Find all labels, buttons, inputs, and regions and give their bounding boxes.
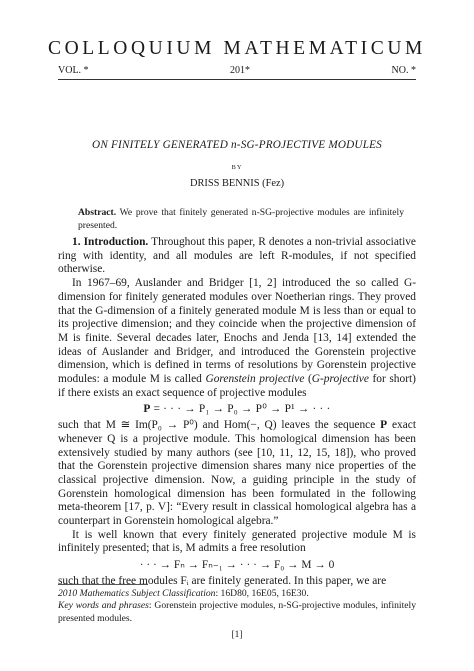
term-gorenstein-projective: Gorenstein projective: [205, 373, 305, 386]
journal-name: COLLOQUIUM MATHEMATICUM: [47, 38, 426, 59]
paragraph-2-bold-p: P: [380, 419, 388, 432]
display-1-bold: P: [143, 403, 151, 416]
page-number: [1]: [231, 630, 243, 640]
volume-line: [58, 65, 416, 76]
section-heading: 1. Introduction.: [72, 236, 149, 248]
footnote-msc-label: 2010 Mathematics Subject Classification: [58, 588, 216, 599]
paragraph-3-continued: such that the free modules Fᵢ are finitely generated. In this paper, we are: [58, 574, 387, 587]
paragraph-2-open-paren: (: [304, 373, 312, 386]
paragraph-2-text-d: exact whenever Q is a projective module. This homological dimension has been extensively studied by many authors (see [10, 11, 12, 15, 18]), who proved that the Gorenstein projective dimension shares many nice properties of the classical projective dimension. Now, a guiding principle in the study of Gorenstein homological dimension has been formulated in the following meta-theorem [17, p. V]: “Every result in classical homological algebra has a counterpart in Gorenstein homological algebra.”: [58, 419, 417, 528]
footnotes: [58, 588, 416, 625]
number-label: NO. *: [391, 65, 416, 76]
footnote-msc: [58, 588, 416, 600]
volume-label: VOL. *: [58, 65, 89, 76]
footnote-msc-text: : 16D80, 16E05, 16E30.: [215, 588, 309, 599]
paragraph-2-text-a: In 1967–69, Auslander and Bridger [1, 2] introduced the so called G-dimension for finitely generated modules over Noetherian rings. They proved that the G-dimension of a finitely generated module M is less than or equal to its projective dimension; and they coincide when the projective dimension of M is finite. Several decades later, Enochs and Jenda [13, 14] extended the ideas of Auslander and Bridger, and introduced the Gorenstein projective dimension, which is defined in terms of resolutions by Gorenstein projective modules: a module M is called: [58, 277, 416, 386]
body-text: [58, 236, 416, 589]
abstract-text: We prove that finitely generated n-SG-projective modules are infinitely presented.: [78, 207, 404, 231]
paper-title: ON FINITELY GENERATED n-SG-PROJECTIVE MODULES: [92, 139, 382, 151]
header-rule: [58, 79, 416, 80]
footnote-keywords: [58, 600, 416, 625]
paragraph-2-text-b: for short) if there exists an exact sequence of projective modules: [58, 373, 416, 399]
paragraph-1: [58, 236, 416, 277]
display-1-rest: = · · · → P₁ → P₀ → P⁰ → P¹ → · · ·: [150, 403, 331, 416]
paragraph-2-text-c: such that M ≅ Im(P₀ → P⁰) and Hom(−, Q) leaves the sequence: [58, 419, 381, 432]
display-equation-2: · · · → Fₙ → Fₙ₋₁ → · · · → F₀ → M → 0: [139, 559, 335, 572]
author-name: DRISS BENNIS (Fez): [189, 178, 285, 189]
by-label: BY: [231, 164, 243, 171]
abstract: [78, 207, 404, 232]
year-label: 201*: [230, 65, 251, 76]
paragraph-2-continued: [58, 419, 416, 529]
footnote-keywords-label: Key words and phrases: [58, 600, 149, 612]
footnote-keywords-text: : Gorenstein projective modules, n-SG-projective modules, infinitely presented modules.: [58, 600, 416, 624]
paragraph-1-text: Throughout this paper, R denotes a non-trivial associative ring with identity, and all modules are left R-modules, if not specified otherwise.: [58, 236, 416, 276]
display-equation-1: [58, 403, 416, 417]
footnote-rule: [58, 584, 148, 585]
term-g-projective: G-projective: [311, 373, 369, 386]
paragraph-3: It is well known that every finitely generated projective module M is infinitely presented; that is, M admits a free resolution: [58, 528, 416, 555]
abstract-label: Abstract.: [78, 207, 117, 218]
paragraph-2: [58, 277, 416, 400]
